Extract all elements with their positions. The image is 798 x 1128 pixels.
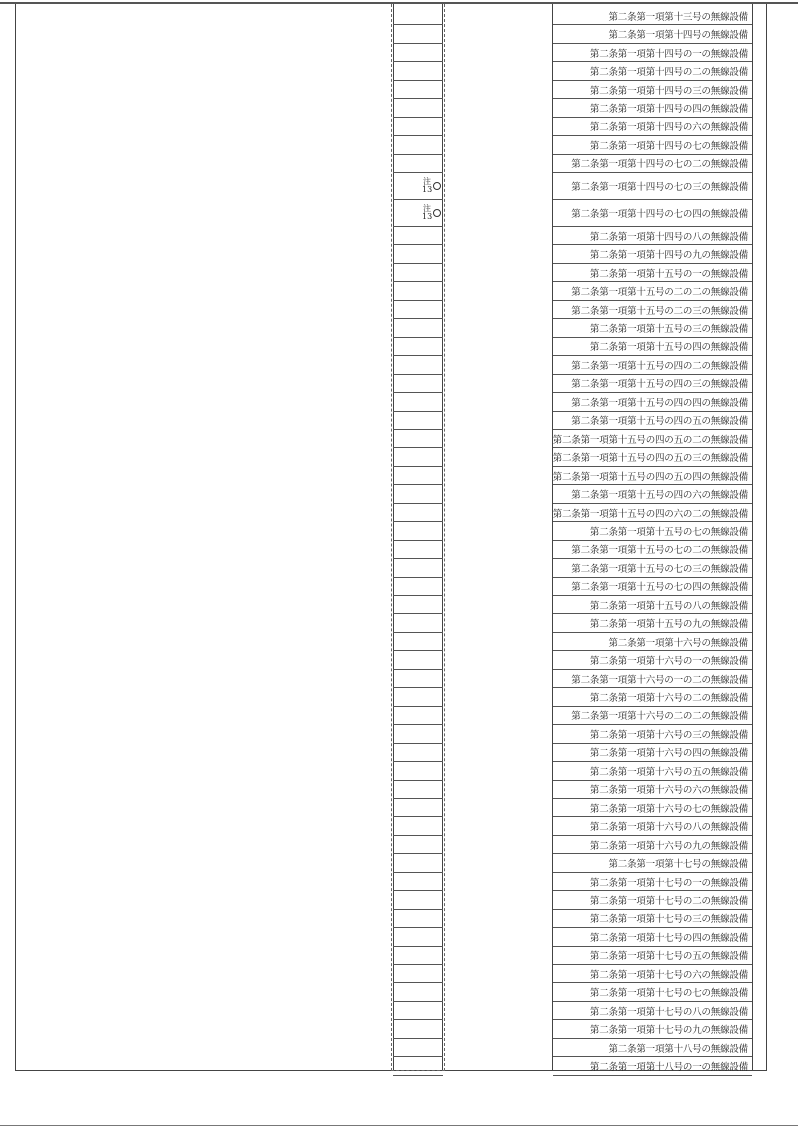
equipment-text-cell: 第二条第一項第十五号の四の六の無線設備: [553, 485, 752, 503]
table-row: [0, 81, 798, 99]
note-annotation: [422, 178, 441, 194]
table-row: [0, 1057, 798, 1075]
equipment-text-cell: 第二条第一項第十五号の四の二の無線設備: [553, 356, 752, 374]
table-row: [0, 873, 798, 891]
equipment-text-cell: 第二条第一項第十七号の四の無線設備: [553, 928, 752, 946]
equipment-text-cell: 第二条第一項第十五号の七の二の無線設備: [553, 541, 752, 559]
equipment-text-cell: 第二条第一項第十五号の四の五の二の無線設備: [553, 430, 752, 448]
equipment-text-cell: 第二条第一項第十六号の一の無線設備: [553, 651, 752, 669]
equipment-text-cell: 第二条第一項第十四号の四の無線設備: [553, 99, 752, 117]
table-row: [0, 781, 798, 799]
equipment-text-cell: 第二条第一項第十七号の一の無線設備: [553, 873, 752, 891]
table-row: [0, 578, 798, 596]
table-row: [0, 1039, 798, 1057]
note-label: [422, 205, 432, 221]
table-row: [0, 559, 798, 577]
table-row: [0, 651, 798, 669]
equipment-text-cell: 第二条第一項第十七号の無線設備: [553, 854, 752, 872]
mark-cell: [393, 670, 443, 688]
equipment-text-cell: 第二条第一項第十四号の六の無線設備: [553, 118, 752, 136]
mark-cell: [393, 651, 443, 669]
table-row: [0, 412, 798, 430]
table-row: [0, 633, 798, 651]
equipment-text-cell: 第二条第一項第十六号の七の無線設備: [553, 799, 752, 817]
note-label-text: 注: [423, 204, 431, 214]
mark-cell: [393, 62, 443, 80]
equipment-text-cell: 第二条第一項第十七号の三の無線設備: [553, 910, 752, 928]
equipment-text-cell: 第二条第一項第十五号の七の三の無線設備: [553, 559, 752, 577]
mark-cell: [393, 81, 443, 99]
table-row: [0, 928, 798, 946]
mark-cell: [393, 873, 443, 891]
mark-cell: [393, 633, 443, 651]
mark-cell: [393, 412, 443, 430]
equipment-text-cell: 第二条第一項第十六号の二の無線設備: [553, 688, 752, 706]
mark-cell: [393, 799, 443, 817]
mark-cell: [393, 430, 443, 448]
table-row: [0, 707, 798, 725]
equipment-text-cell: 第二条第一項第十五号の七の四の無線設備: [553, 578, 752, 596]
mark-cell: [393, 227, 443, 245]
table-row: [0, 301, 798, 319]
equipment-text-cell: 第二条第一項第十五号の三の無線設備: [553, 319, 752, 337]
equipment-text-cell: 第二条第一項第十四号の七の二の無線設備: [553, 155, 752, 173]
equipment-text-cell: 第二条第一項第十五号の四の四の無線設備: [553, 393, 752, 411]
equipment-text-cell: 第二条第一項第十五号の四の無線設備: [553, 338, 752, 356]
note-label-text: 注: [423, 177, 431, 187]
equipment-text-cell: 第二条第一項第十四号の無線設備: [553, 25, 752, 43]
table-row: [0, 448, 798, 466]
circle-mark-icon: [433, 182, 441, 190]
equipment-text-cell: 第二条第一項第十六号の五の無線設備: [553, 762, 752, 780]
table-row: [0, 375, 798, 393]
equipment-text-cell: 第二条第一項第十五号の九の無線設備: [553, 615, 752, 633]
mark-cell: [393, 1057, 443, 1075]
equipment-text-cell: 第二条第一項第十六号の無線設備: [553, 633, 752, 651]
table-row: [0, 430, 798, 448]
mark-cell: [393, 1039, 443, 1057]
table-row: [0, 984, 798, 1002]
table-row: [0, 836, 798, 854]
table-row: [0, 1002, 798, 1020]
equipment-text-cell: 第二条第一項第十四号の七の三の無線設備: [553, 173, 752, 200]
mark-cell: [393, 448, 443, 466]
mark-cell: [393, 393, 443, 411]
equipment-text-cell: 第二条第一項第十五号の四の六の二の無線設備: [553, 504, 752, 522]
equipment-text-cell: 第二条第一項第十七号の二の無線設備: [553, 891, 752, 909]
table-row: [0, 762, 798, 780]
equipment-text-cell: 第二条第一項第十六号の一の二の無線設備: [553, 670, 752, 688]
equipment-text-cell: 第二条第一項第十六号の八の無線設備: [553, 817, 752, 835]
mark-cell: [393, 338, 443, 356]
equipment-text-cell: 第二条第一項第十三号の無線設備: [553, 7, 752, 25]
mark-cell: [393, 1020, 443, 1038]
equipment-text-cell: 第二条第一項第十四号の二の無線設備: [553, 62, 752, 80]
table-row: [0, 596, 798, 614]
mark-cell: [393, 707, 443, 725]
mark-cell: [393, 301, 443, 319]
equipment-text-cell: 第二条第一項第十七号の五の無線設備: [553, 947, 752, 965]
mark-cell: [393, 781, 443, 799]
mark-cell: [393, 854, 443, 872]
mark-cell: [393, 596, 443, 614]
table-row: [0, 541, 798, 559]
table-row: [0, 173, 798, 200]
equipment-text-cell: 第二条第一項第十六号の四の無線設備: [553, 744, 752, 762]
mark-cell: [393, 155, 443, 173]
equipment-text-cell: 第二条第一項第十四号の三の無線設備: [553, 81, 752, 99]
table-row: [0, 744, 798, 762]
mark-cell: [393, 264, 443, 282]
mark-cell: [393, 836, 443, 854]
equipment-text-cell: 第二条第一項第十四号の九の無線設備: [553, 246, 752, 264]
mark-cell: [393, 615, 443, 633]
mark-cell: [393, 559, 443, 577]
mark-cell: [393, 25, 443, 43]
mark-cell: [393, 578, 443, 596]
circle-mark-icon: [433, 209, 441, 217]
table-row: [0, 910, 798, 928]
mark-cell: [393, 522, 443, 540]
mark-cell: [393, 504, 443, 522]
table-row: [0, 227, 798, 245]
mark-cell: [393, 356, 443, 374]
table-row: [0, 725, 798, 743]
table-row: [0, 688, 798, 706]
table-row: [0, 891, 798, 909]
equipment-text-cell: 第二条第一項第十五号の一の無線設備: [553, 264, 752, 282]
mark-cell: [393, 44, 443, 62]
equipment-text-cell: 第二条第一項第十五号の八の無線設備: [553, 596, 752, 614]
table-row: [0, 522, 798, 540]
mark-cell: [393, 319, 443, 337]
equipment-text-cell: 第二条第一項第十四号の一の無線設備: [553, 44, 752, 62]
table-row: [0, 965, 798, 983]
table-row: [0, 485, 798, 503]
table-row: [0, 200, 798, 227]
note-label: [422, 178, 432, 194]
note-number: 13: [422, 185, 433, 195]
equipment-text-cell: 第二条第一項第十四号の七の四の無線設備: [553, 200, 752, 227]
mark-cell: [393, 282, 443, 300]
table-row: [0, 854, 798, 872]
table-row: [0, 118, 798, 136]
equipment-text-cell: 第二条第一項第十五号の四の五の三の無線設備: [553, 448, 752, 466]
table-row: [0, 670, 798, 688]
mark-cell: [393, 725, 443, 743]
table-row: [0, 615, 798, 633]
table-row: [0, 62, 798, 80]
equipment-text-cell: 第二条第一項第十五号の七の無線設備: [553, 522, 752, 540]
equipment-text-cell: 第二条第一項第十四号の八の無線設備: [553, 227, 752, 245]
note-annotation: [422, 205, 441, 221]
equipment-text-cell: 第二条第一項第十六号の三の無線設備: [553, 725, 752, 743]
mark-cell: [393, 891, 443, 909]
table-row: [0, 319, 798, 337]
equipment-text-cell: 第二条第一項第十八号の一の無線設備: [553, 1057, 752, 1075]
equipment-text-cell: 第二条第一項第十五号の四の五の無線設備: [553, 412, 752, 430]
mark-cell: [393, 984, 443, 1002]
equipment-text-cell: 第二条第一項第十五号の四の三の無線設備: [553, 375, 752, 393]
mark-cell: [393, 173, 443, 200]
equipment-text-cell: 第二条第一項第十六号の九の無線設備: [553, 836, 752, 854]
equipment-text-cell: 第二条第一項第十七号の六の無線設備: [553, 965, 752, 983]
equipment-text-cell: 第二条第一項第十五号の二の三の無線設備: [553, 301, 752, 319]
mark-cell: [393, 467, 443, 485]
equipment-text-cell: 第二条第一項第十五号の四の五の四の無線設備: [553, 467, 752, 485]
table-row: [0, 246, 798, 264]
table-row: [0, 947, 798, 965]
equipment-text-cell: 第二条第一項第十七号の七の無線設備: [553, 984, 752, 1002]
mark-cell: [393, 762, 443, 780]
table-row: [0, 1020, 798, 1038]
table-row: [0, 44, 798, 62]
table-row: [0, 136, 798, 154]
table-row: [0, 264, 798, 282]
table-row: [0, 155, 798, 173]
equipment-text-cell: 第二条第一項第十七号の九の無線設備: [553, 1020, 752, 1038]
mark-cell: [393, 928, 443, 946]
mark-cell: [393, 7, 443, 25]
mark-cell: [393, 485, 443, 503]
mark-cell: [393, 136, 443, 154]
table-row: [0, 817, 798, 835]
mark-cell: [393, 965, 443, 983]
mark-cell: [393, 541, 443, 559]
equipment-text-cell: 第二条第一項第十五号の二の二の無線設備: [553, 282, 752, 300]
table-row: [0, 356, 798, 374]
mark-cell: [393, 200, 443, 227]
equipment-text-cell: 第二条第一項第十八号の無線設備: [553, 1039, 752, 1057]
table-row: [0, 393, 798, 411]
table-row: [0, 799, 798, 817]
equipment-text-cell: 第二条第一項第十四号の七の無線設備: [553, 136, 752, 154]
mark-cell: [393, 947, 443, 965]
mark-cell: [393, 99, 443, 117]
bottom-page-rule: [0, 1125, 798, 1126]
mark-cell: [393, 744, 443, 762]
equipment-text-cell: 第二条第一項第十七号の八の無線設備: [553, 1002, 752, 1020]
table-row: [0, 282, 798, 300]
mark-cell: [393, 817, 443, 835]
table-row: [0, 7, 798, 25]
mark-cell: [393, 688, 443, 706]
note-number: 13: [422, 212, 433, 222]
table-row: [0, 338, 798, 356]
mark-cell: [393, 910, 443, 928]
table-row: [0, 25, 798, 43]
mark-cell: [393, 1002, 443, 1020]
mark-cell: [393, 246, 443, 264]
table-row: [0, 467, 798, 485]
mark-cell: [393, 118, 443, 136]
mark-cell: [393, 375, 443, 393]
table-row: [0, 99, 798, 117]
equipment-text-cell: 第二条第一項第十六号の二の二の無線設備: [553, 707, 752, 725]
equipment-text-cell: 第二条第一項第十六号の六の無線設備: [553, 781, 752, 799]
table-row: [0, 504, 798, 522]
